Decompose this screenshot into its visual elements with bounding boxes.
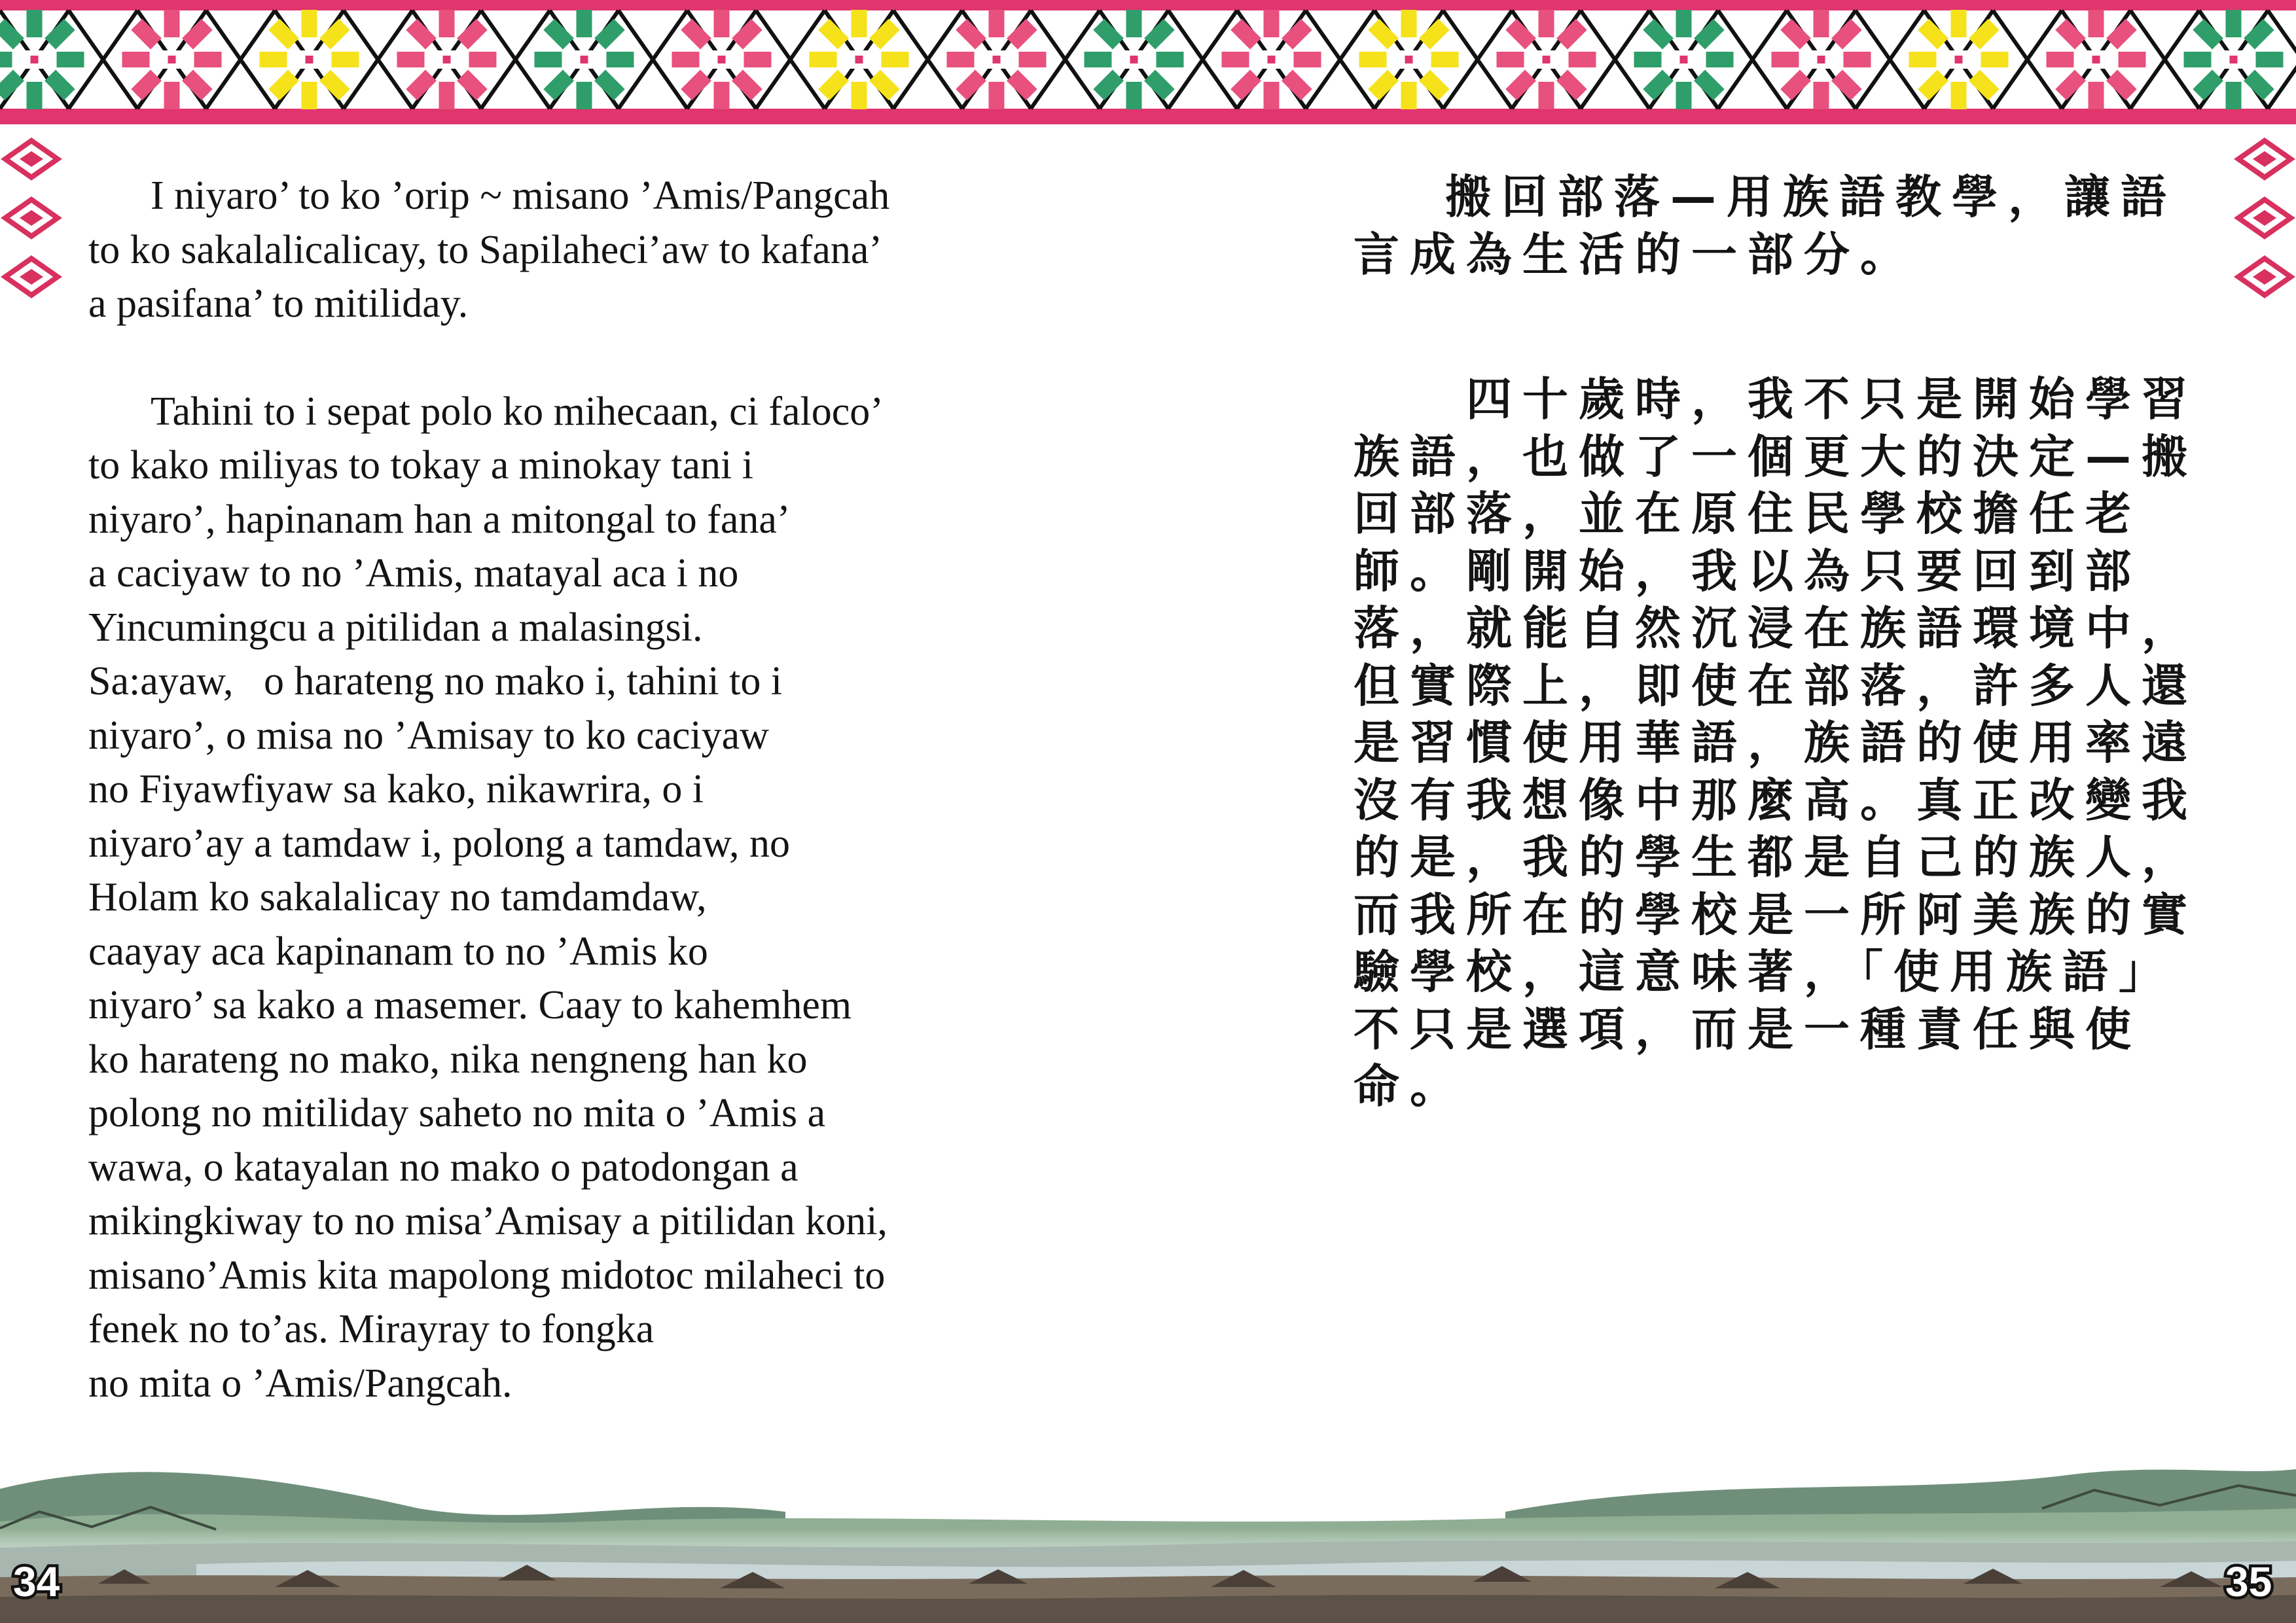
- flower-motif-icon: [672, 10, 772, 109]
- text-line: Sa:ayaw, o harateng no mako i, tahini to i: [88, 659, 783, 704]
- text-line: misano’Amis kita mapolong midotoc milaheci to: [88, 1253, 886, 1298]
- text-line: mikingkiway to no misa’Amisay a pitilidan koni,: [88, 1199, 888, 1243]
- text-line: a pasifana’ to mitiliday.: [88, 281, 469, 326]
- text-line: ko harateng no mako, nika nengneng han ko: [88, 1037, 808, 1082]
- text-line: 不只是選項，而是一種責任與使: [1354, 1002, 2142, 1056]
- diamond-icon: [5, 259, 58, 295]
- diamond-icon: [5, 200, 58, 236]
- text-line: niyaro’, hapinanam han a mitongal to fana’: [88, 497, 791, 542]
- text-line: no mita o ’Amis/Pangcah.: [88, 1361, 512, 1406]
- text-line: 族語，也做了一個更大的決定—搬: [1354, 429, 2198, 484]
- flower-motif-icon: [1359, 10, 1459, 109]
- text-line: no Fiyawfiyaw sa kako, nikawrira, o i: [88, 767, 704, 812]
- diamond-icon: [2238, 200, 2291, 236]
- diamond-icon: [2238, 141, 2291, 177]
- text-line: to kako miliyas to tokay a minokay tani i: [88, 443, 753, 488]
- text-line: Yincumingcu a pitilidan a malasingsi.: [88, 605, 703, 650]
- diamond-ornament-right: [2224, 128, 2296, 311]
- flower-motif-icon: [397, 10, 497, 109]
- text-line: 驗學校，這意味著，「使用族語」: [1354, 945, 2175, 999]
- text-line: 但實際上，即使在部落，許多人還: [1354, 658, 2198, 713]
- flower-motif-icon: [1497, 10, 1596, 109]
- text-line: polong no mitiliday saheto no mita o ’Amis a: [88, 1091, 826, 1135]
- flower-motif-icon: [1085, 10, 1184, 109]
- text-line: fenek no to’as. Mirayray to fongka: [88, 1307, 655, 1351]
- page-number-left: 34: [13, 1558, 60, 1605]
- text-line: 命。: [1354, 1060, 1466, 1113]
- text-line: Tahini to i sepat polo ko mihecaan, ci faloco’: [151, 389, 884, 434]
- flower-motif-icon: [260, 10, 359, 109]
- chinese-heading-paragraph: [1354, 169, 2217, 283]
- diamond-icon: [5, 141, 58, 177]
- text-line: 言成為生活的一部分。: [1354, 227, 1916, 281]
- amis-paragraph: [88, 169, 1005, 331]
- chinese-paragraph: [1354, 371, 2217, 1116]
- flower-motif-icon: [535, 10, 634, 109]
- text-line: 的是，我的學生都是自己的族人，: [1354, 830, 2198, 884]
- text-line: caayay aca kapinanam to no ’Amis ko: [88, 929, 708, 974]
- flower-motif-icon: [947, 10, 1047, 109]
- text-line: niyaro’ay a tamdaw i, polong a tamdaw, no: [88, 821, 791, 866]
- woven-flower-border: [0, 0, 2296, 124]
- flower-motif-icon: [1909, 10, 2009, 109]
- amis-language-text: [88, 169, 1005, 1410]
- flower-motif-icon: [1222, 10, 1321, 109]
- flower-motif-icon: [810, 10, 909, 109]
- text-line: a caciyaw to no ’Amis, matayal aca i no: [88, 551, 739, 596]
- text-line: Holam ko sakalalicay no tamdamdaw,: [88, 875, 707, 919]
- flower-motif-icon: [122, 10, 222, 109]
- text-line: 搬回部落—用族語教學，讓語: [1445, 170, 2177, 224]
- text-line: niyaro’, o misa no ’Amisay to ko caciyaw: [88, 713, 769, 758]
- village-landscape-illustration: [0, 1450, 2296, 1623]
- diamond-icon: [2238, 259, 2291, 295]
- diamond-ornament-left: [0, 128, 72, 311]
- text-line: I niyaro’ to ko ’orip ~ misano ’Amis/Pangcah: [151, 173, 890, 218]
- text-line: 是習慣使用華語，族語的使用率遠: [1354, 716, 2198, 770]
- text-line: 回部落，並在原住民學校擔任老: [1354, 487, 2142, 541]
- text-line: to ko sakalalicalicay, to Sapilaheci’aw to kafana’: [88, 227, 883, 272]
- chinese-text: [1354, 169, 2217, 1116]
- text-line: wawa, o katayalan no mako o patodongan a: [88, 1145, 798, 1190]
- text-line: 四十歲時，我不只是開始學習: [1466, 372, 2198, 426]
- flower-motif-icon: [2184, 10, 2284, 109]
- text-line: 而我所在的學校是一所阿美族的實: [1354, 887, 2198, 942]
- text-line: 沒有我想像中那麼高。真正改變我: [1354, 773, 2198, 827]
- flower-motif-icon: [1634, 10, 1734, 109]
- flower-motif-icon: [2047, 10, 2146, 109]
- text-line: 師。剛開始，我以為只要回到部: [1354, 544, 2142, 598]
- text-line: niyaro’ sa kako a masemer. Caay to kahemhem: [88, 983, 852, 1027]
- text-line: 落，就能自然沉浸在族語環境中，: [1354, 601, 2198, 655]
- page-number-right: 35: [2225, 1558, 2272, 1605]
- amis-paragraph: [88, 385, 1005, 1411]
- flower-motif-icon: [1772, 10, 1871, 109]
